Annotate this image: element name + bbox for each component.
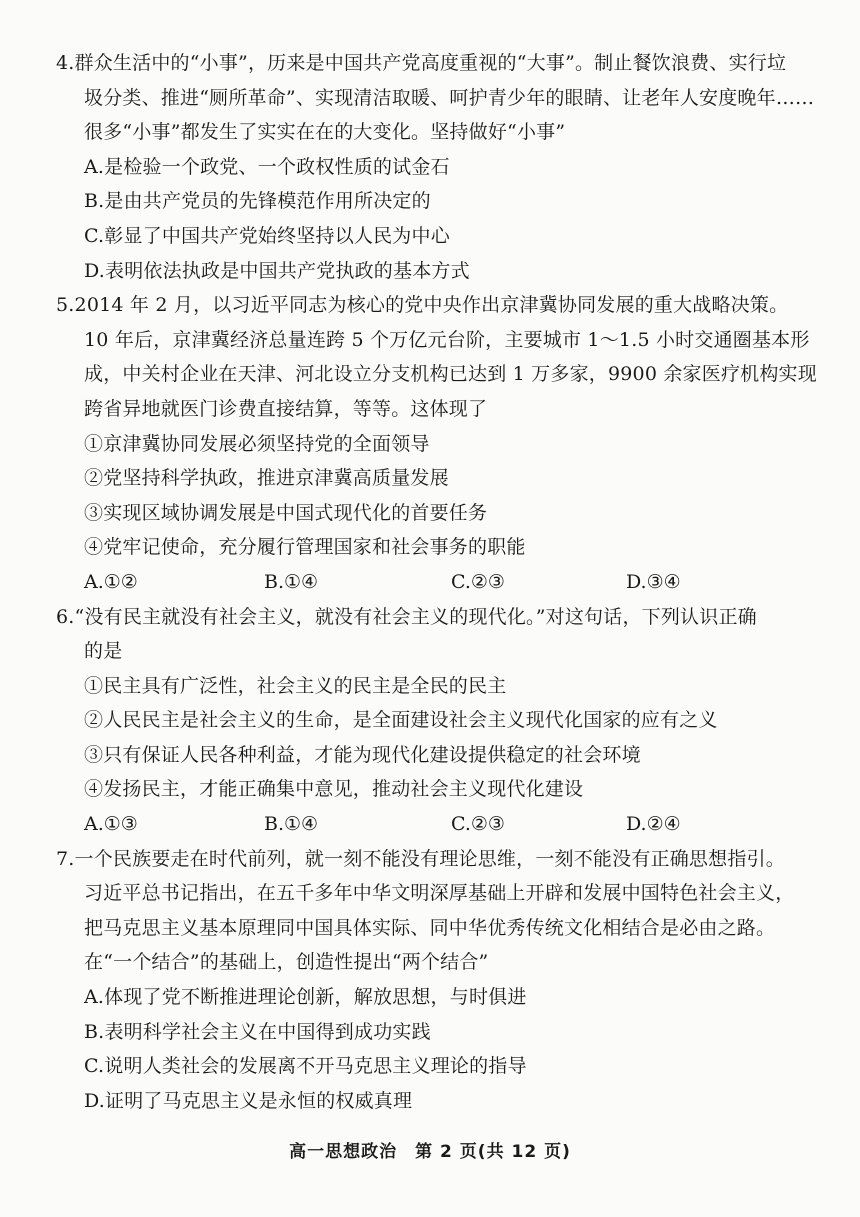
question-5-item-2: ②党坚持科学执政，推进京津冀高质量发展	[84, 467, 449, 490]
question-4-stem-line: 圾分类、推进“厕所革命”、实现清洁取暖、呵护青少年的眼睛、让老年人安度晚年……	[84, 86, 815, 109]
question-5-choices	[56, 565, 816, 600]
question-4-stem-line: 4.群众生活中的“小事”，历来是中国共产党高度重视的“大事”。制止餐饮浪费、实行垃	[56, 52, 787, 74]
question-6-choices	[56, 807, 816, 842]
question-6-choice-d: D.②④	[626, 813, 681, 836]
question-5-stem-line: 5.2014 年 2 月，以习近平同志为核心的党中央作出京津冀协同发展的重大战略决策。	[56, 294, 789, 317]
question-5-stem-line: 成，中关村企业在天津、河北设立分支机构已达到 1 万多家，9900 余家医疗机构实现	[84, 363, 817, 386]
question-6-item-1: ①民主具有广泛性，社会主义的民主是全民的民主	[84, 674, 507, 697]
page-footer: 高一思想政治 第 2 页(共 12 页)	[289, 1142, 571, 1162]
question-7-stem-line: 把马克思主义基本原理同中国具体实际、同中华优秀传统文化相结合是必由之路。	[84, 916, 776, 939]
question-5-item-3: ③实现区域协调发展是中国式现代化的首要任务	[84, 501, 488, 524]
question-4-stem-line: 很多“小事”都发生了实实在在的大变化。坚持做好“小事”	[84, 121, 566, 144]
question-6	[56, 600, 816, 842]
question-5	[56, 288, 816, 599]
question-4-option-a: A.是检验一个政党、一个政权性质的试金石	[84, 155, 450, 178]
question-6-choice-a: A.①③	[84, 813, 138, 836]
question-5-item-4: ④党牢记使命，充分履行管理国家和社会事务的职能	[84, 536, 526, 559]
question-5-choice-d: D.③④	[626, 570, 681, 593]
question-6-stem-line: 6.“没有民主就没有社会主义，就没有社会主义的现代化。”对这句话，下列认识正确	[56, 605, 757, 628]
question-7-option-d: D.证明了马克思主义是永恒的权威真理	[84, 1089, 413, 1112]
question-7-stem-line: 习近平总书记指出，在五千多年中华文明深厚基础上开辟和发展中国特色社会主义，	[84, 882, 795, 905]
question-7-option-b: B.表明科学社会主义在中国得到成功实践	[84, 1020, 431, 1043]
question-6-item-3: ③只有保证人民各种利益，才能为现代化建设提供稳定的社会环境	[84, 743, 641, 766]
question-5-choice-c: C.②③	[451, 570, 505, 593]
question-7	[56, 842, 816, 1119]
question-6-choice-b: B.①④	[264, 813, 319, 836]
question-7-option-c: C.说明人类社会的发展离不开马克思主义理论的指导	[84, 1055, 527, 1078]
page-content	[56, 46, 816, 1118]
question-6-stem-line: 的是	[84, 640, 123, 663]
question-5-choice-b: B.①④	[264, 570, 319, 593]
question-5-choice-a: A.①②	[84, 570, 138, 593]
question-5-item-1: ①京津冀协同发展必须坚持党的全面领导	[84, 432, 430, 455]
question-6-item-4: ④发扬民主，才能正确集中意见，推动社会主义现代化建设	[84, 778, 584, 801]
question-6-item-2: ②人民民主是社会主义的生命，是全面建设社会主义现代化国家的应有之义	[84, 709, 718, 732]
question-7-stem-line: 在“一个结合”的基础上，创造性提出“两个结合”	[84, 951, 489, 974]
question-4-option-c: C.彰显了中国共产党始终坚持以人民为中心	[84, 224, 450, 247]
question-5-stem-line: 跨省异地就医门诊费直接结算，等等。这体现了	[84, 397, 488, 420]
question-4-option-d: D.表明依法执政是中国共产党执政的基本方式	[84, 259, 470, 282]
question-4-option-b: B.是由共产党员的先锋模范作用所决定的	[84, 190, 431, 213]
question-5-stem-line: 10 年后，京津冀经济总量连跨 5 个万亿元台阶，主要城市 1～1.5 小时交通圈基本形	[84, 328, 810, 351]
question-7-option-a: A.体现了党不断推进理论创新，解放思想，与时俱进	[84, 986, 527, 1009]
question-6-choice-c: C.②③	[451, 813, 505, 836]
question-4	[56, 46, 816, 288]
question-7-stem-line: 7.一个民族要走在时代前列，就一刻不能没有理论思维，一刻不能没有正确思想指引。	[56, 847, 785, 870]
